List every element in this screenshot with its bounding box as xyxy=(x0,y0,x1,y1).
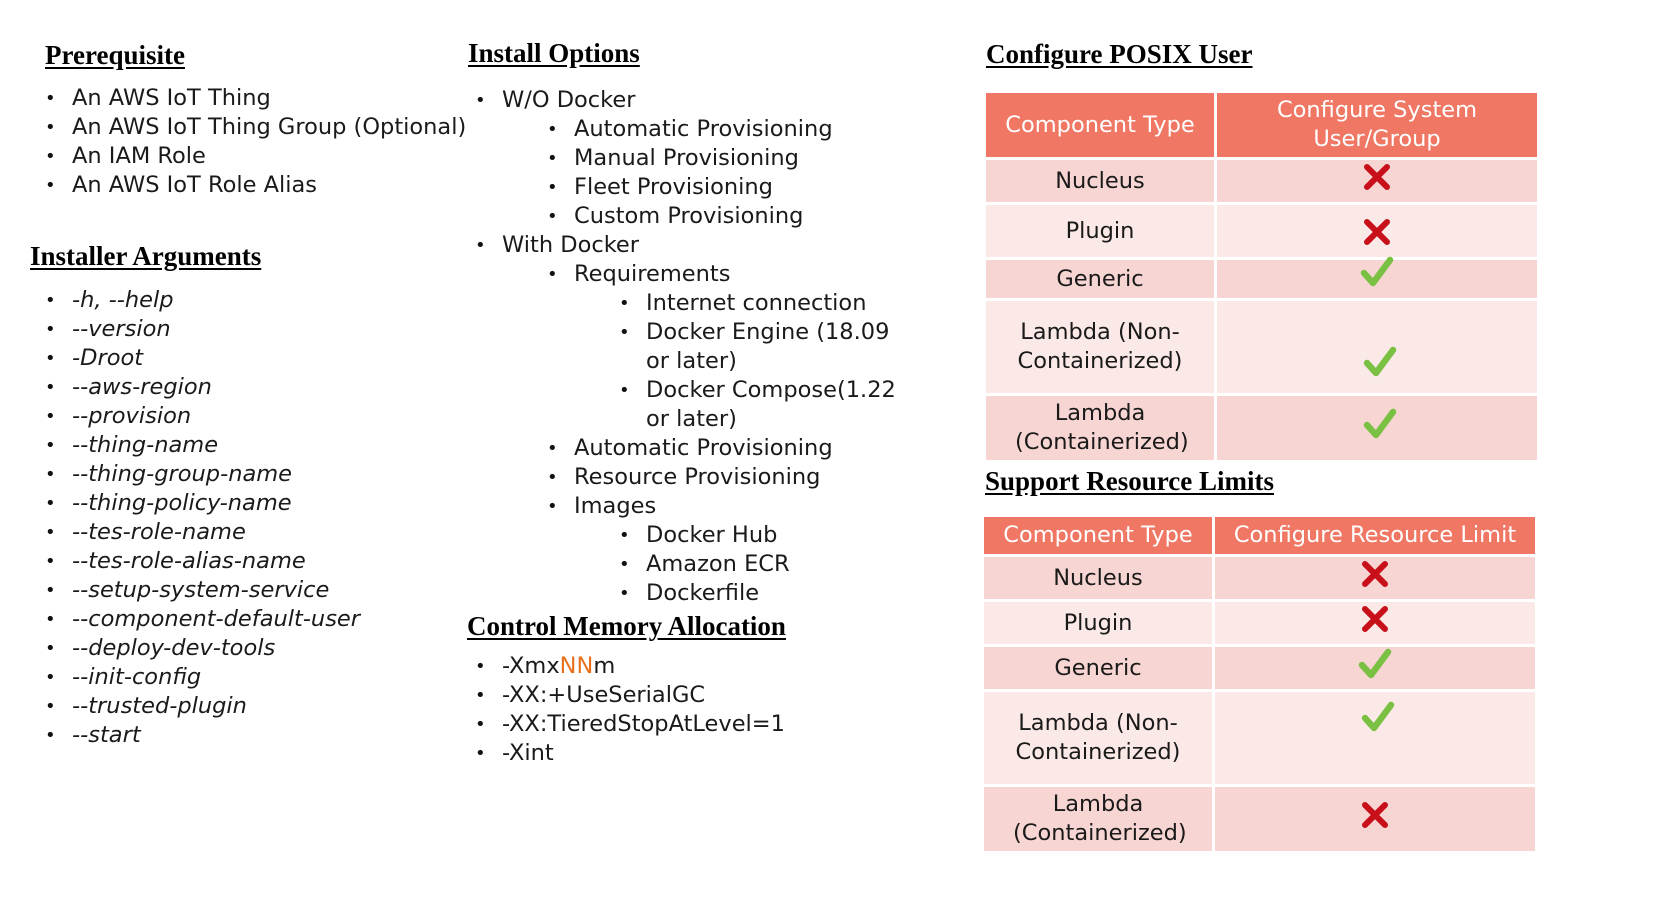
list-item: • With Docker xyxy=(475,231,916,260)
value-cell xyxy=(1217,301,1537,393)
table-header-row xyxy=(986,93,1537,157)
install-options-list xyxy=(475,86,916,608)
cross-icon xyxy=(1358,602,1392,636)
table-row xyxy=(986,160,1537,202)
list-item: • Automatic Provisioning xyxy=(475,115,916,144)
component-type-cell: Nucleus xyxy=(984,557,1212,599)
list-item: • An IAM Role xyxy=(45,142,466,171)
cross-icon xyxy=(1360,160,1394,194)
xmx-highlight: NN xyxy=(559,653,594,679)
value-cell xyxy=(1215,557,1535,599)
memory-list xyxy=(475,652,785,768)
list-item: • W/O Docker xyxy=(475,86,916,115)
value-cell xyxy=(1215,647,1535,689)
memory-heading: Control Memory Allocation xyxy=(467,611,786,641)
list-item: • --version xyxy=(45,315,360,344)
install-options-heading: Install Options xyxy=(468,38,640,68)
cross-icon xyxy=(1358,557,1392,591)
list-item: • An AWS IoT Thing Group (Optional) xyxy=(45,113,466,142)
value-cell xyxy=(1217,260,1537,298)
list-item xyxy=(475,652,785,681)
column-header: Configure System User/Group xyxy=(1217,93,1537,157)
list-item: • Docker Compose(1.22 or later) xyxy=(475,376,916,434)
list-item: • --thing-name xyxy=(45,431,360,460)
list-item: • -XX:+UseSerialGC xyxy=(475,681,785,710)
list-item: • --thing-policy-name xyxy=(45,489,360,518)
list-item: • Docker Hub xyxy=(475,521,916,550)
table-row xyxy=(986,205,1537,257)
component-type-cell: Lambda (Non-Containerized) xyxy=(986,301,1214,393)
list-item: • Automatic Provisioning xyxy=(475,434,916,463)
list-item: • -h, --help xyxy=(45,286,360,315)
list-item: • --tes-role-alias-name xyxy=(45,547,360,576)
table-row xyxy=(984,557,1535,599)
component-type-cell: Nucleus xyxy=(986,160,1214,202)
list-item: • Resource Provisioning xyxy=(475,463,916,492)
list-item: • --thing-group-name xyxy=(45,460,360,489)
check-icon xyxy=(1360,255,1394,289)
prerequisite-list xyxy=(45,84,466,200)
table-row xyxy=(986,260,1537,298)
cross-icon xyxy=(1360,215,1394,249)
table-header-row xyxy=(984,517,1535,554)
posix-table xyxy=(983,90,1540,463)
list-item: • --start xyxy=(45,721,360,750)
value-cell xyxy=(1217,396,1537,460)
xmx-prefix: -Xmx xyxy=(502,653,560,679)
table-row xyxy=(984,647,1535,689)
list-item: • Fleet Provisioning xyxy=(475,173,916,202)
list-item: • --trusted-plugin xyxy=(45,692,360,721)
check-icon xyxy=(1358,647,1392,681)
value-cell xyxy=(1215,602,1535,644)
list-item: • -XX:TieredStopAtLevel=1 xyxy=(475,710,785,739)
column-header: Configure Resource Limit xyxy=(1215,517,1535,554)
table-row xyxy=(984,692,1535,784)
component-type-cell: Lambda (Non-Containerized) xyxy=(984,692,1212,784)
prerequisite-heading: Prerequisite xyxy=(45,40,185,70)
list-item: • Internet connection xyxy=(475,289,916,318)
value-cell xyxy=(1215,787,1535,851)
list-item: • --tes-role-name xyxy=(45,518,360,547)
resource-table xyxy=(981,514,1538,854)
list-item: • Amazon ECR xyxy=(475,550,916,579)
table-row xyxy=(984,602,1535,644)
xmx-suffix: m xyxy=(593,653,616,679)
list-item: • Docker Engine (18.09 or later) xyxy=(475,318,906,376)
value-cell xyxy=(1217,205,1537,257)
component-type-cell: Lambda (Containerized) xyxy=(984,787,1212,851)
list-item: • -Droot xyxy=(45,344,360,373)
check-icon xyxy=(1361,700,1395,734)
component-type-cell: Generic xyxy=(984,647,1212,689)
column-header: Component Type xyxy=(984,517,1212,554)
list-item: • --init-config xyxy=(45,663,360,692)
table-row xyxy=(986,301,1537,393)
list-item: • --setup-system-service xyxy=(45,576,360,605)
cross-icon xyxy=(1358,798,1392,832)
list-item: • -Xint xyxy=(475,739,785,768)
table-row xyxy=(986,396,1537,460)
column-header: Component Type xyxy=(986,93,1214,157)
table-row xyxy=(984,787,1535,851)
component-type-cell: Generic xyxy=(986,260,1214,298)
value-cell xyxy=(1215,692,1535,784)
list-item: • --provision xyxy=(45,402,360,431)
resource-heading: Support Resource Limits xyxy=(985,466,1275,496)
list-item: • Custom Provisioning xyxy=(475,202,916,231)
component-type-cell: Lambda (Containerized) xyxy=(986,396,1214,460)
check-icon xyxy=(1363,345,1397,379)
installer-arguments-list xyxy=(45,286,360,750)
list-item: • Dockerfile xyxy=(475,579,916,608)
list-item: • --aws-region xyxy=(45,373,360,402)
posix-heading: Configure POSIX User xyxy=(986,39,1253,69)
component-type-cell: Plugin xyxy=(984,602,1212,644)
installer-arguments-heading: Installer Arguments xyxy=(30,241,262,271)
list-item: • --deploy-dev-tools xyxy=(45,634,360,663)
list-item: • --component-default-user xyxy=(45,605,360,634)
list-item: • Manual Provisioning xyxy=(475,144,916,173)
list-item: • Images xyxy=(475,492,916,521)
list-item: • An AWS IoT Thing xyxy=(45,84,466,113)
list-item: • An AWS IoT Role Alias xyxy=(45,171,466,200)
list-item: • Requirements xyxy=(475,260,916,289)
value-cell xyxy=(1217,160,1537,202)
component-type-cell: Plugin xyxy=(986,205,1214,257)
check-icon xyxy=(1363,407,1397,441)
